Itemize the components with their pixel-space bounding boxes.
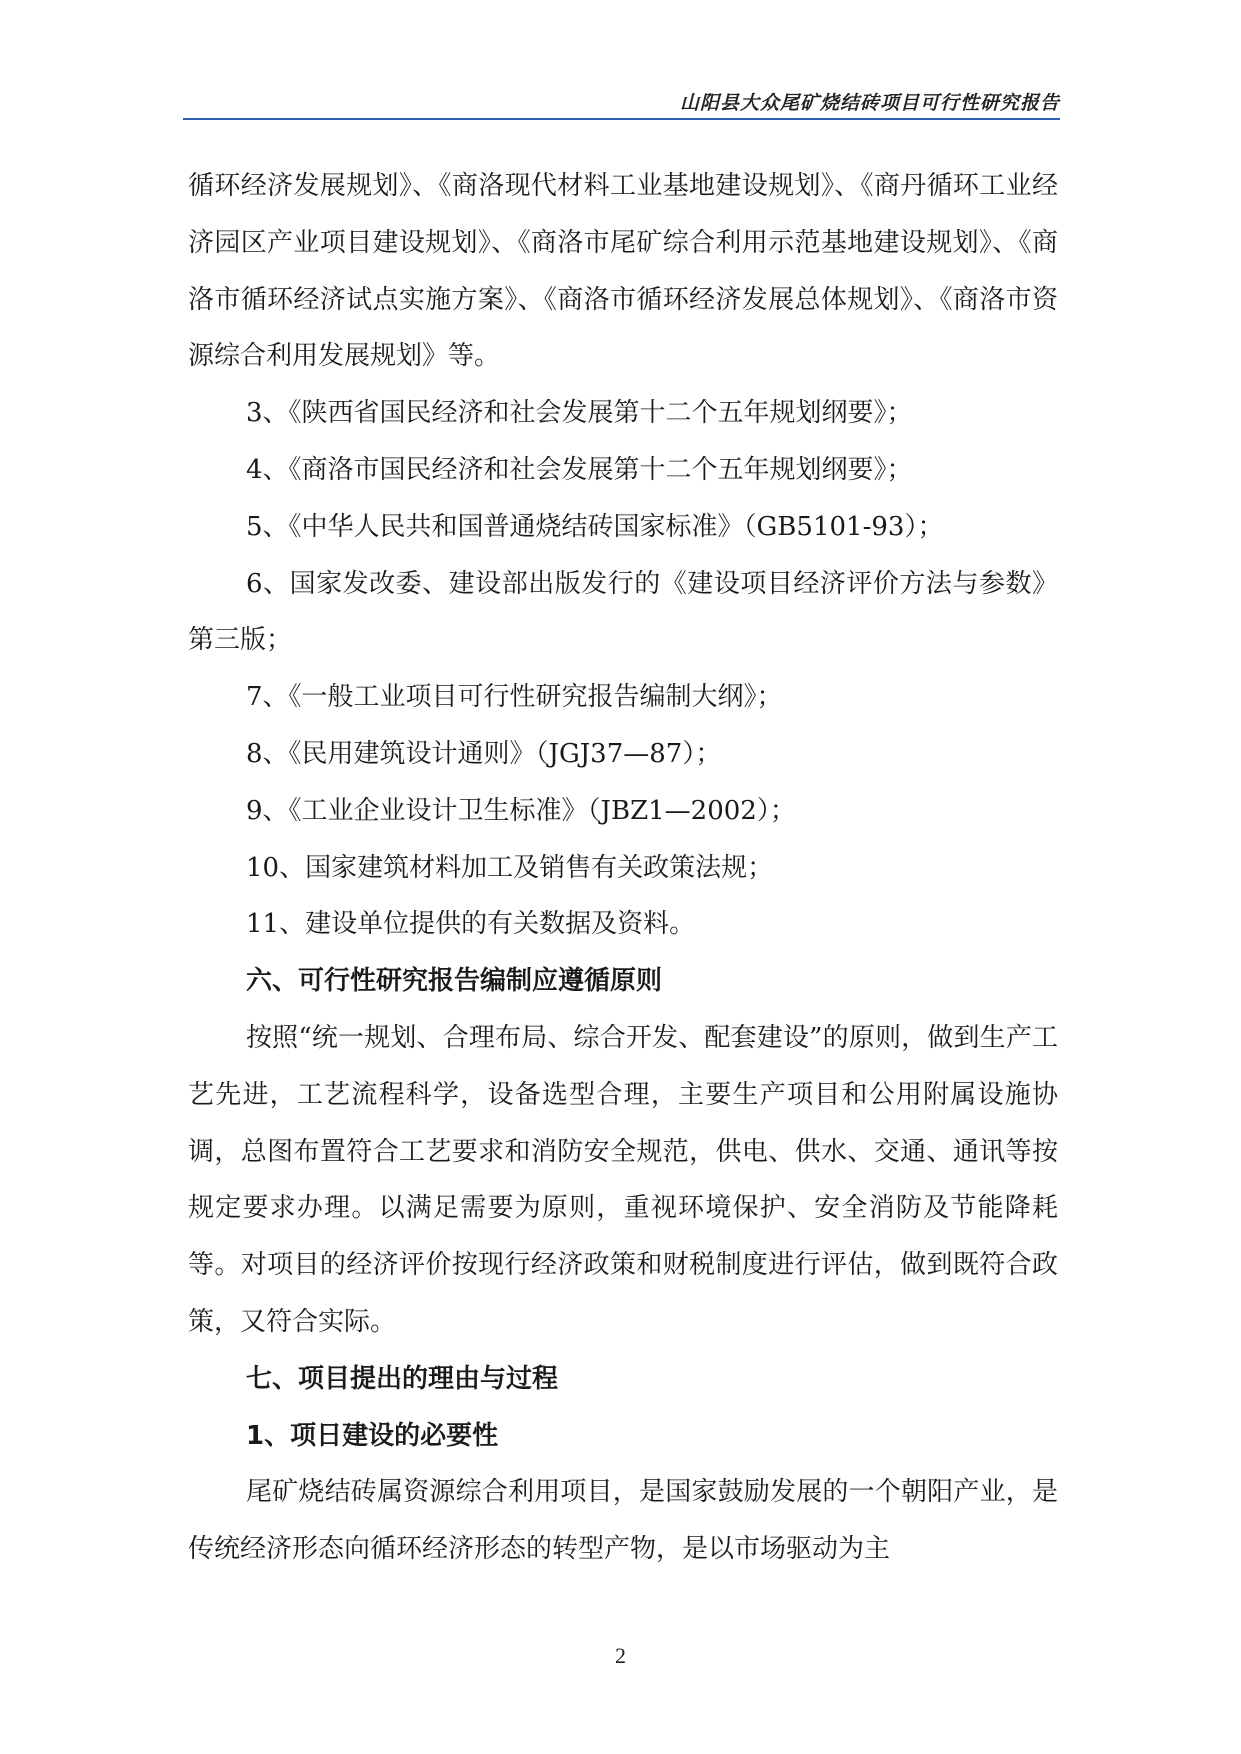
list-item-9: 9、《工业企业设计卫生标准》（JBZ1—2002）；	[246, 795, 796, 826]
list-item-7: 7、《一般工业项目可行性研究报告编制大纲》；	[246, 682, 783, 713]
list-item-10: 10、国家建筑材料加工及销售有关政策法规；	[246, 852, 774, 883]
list-item-6: 6、国家发改委、建设部出版发行的《建设项目经济评价方法与参数》第三版；	[188, 568, 1058, 656]
section-heading-7: 七、项目提出的理由与过程	[246, 1363, 559, 1394]
section-6-paragraph: 按照“统一规划、合理布局、综合开发、配套建设”的原则，做到生产工艺先进，工艺流程科学，设备选型合理，主要生产项目和公用附属设施协调，总图布置符合工艺要求和消防安全规范，供电、供水、交通、通讯等按规定要求办理。以满足需要为原则，重视环境保护、安全消防及节能降耗等。对项目的经济评价按现行经济政策和财税制度进行评估，做到既符合政策，又符合实际。	[188, 1022, 1058, 1337]
document-body	[188, 158, 1058, 1578]
page-number: 2	[615, 1643, 626, 1668]
section-heading-6: 六、可行性研究报告编制应遵循原则	[246, 966, 663, 997]
page-header-title: 山阳县大众尾矿烧结砖项目可行性研究报告	[679, 92, 1060, 114]
paragraph-continuation: 循环经济发展规划》、《商洛现代材料工业基地建设规划》、《商丹循环工业经济园区产业项目建设规划》、《商洛市尾矿综合利用示范基地建设规划》、《商洛市循环经济试点实施方案》、《商洛市循环经济发展总体规划》、《商洛市资源综合利用发展规划》等。	[188, 171, 1058, 372]
list-item-4: 4、《商洛市国民经济和社会发展第十二个五年规划纲要》；	[246, 454, 913, 485]
subsection-heading-1: 1、项日建设的必要性	[246, 1420, 499, 1451]
list-item-3: 3、《陕西省国民经济和社会发展第十二个五年规划纲要》；	[246, 398, 913, 429]
list-item-5: 5、《中华人民共和国普通烧结砖国家标准》（GB5101-93）；	[246, 511, 944, 542]
list-item-11: 11、建设单位提供的有关数据及资料。	[246, 909, 696, 940]
header-divider	[183, 118, 1060, 120]
subsection-1-paragraph: 尾矿烧结砖属资源综合利用项目，是国家鼓励发展的一个朝阳产业，是传统经济形态向循环经济形态的转型产物，是以市场驱动为主	[188, 1477, 1058, 1565]
list-item-8: 8、《民用建筑设计通则》（JGJ37—87）；	[246, 738, 722, 769]
